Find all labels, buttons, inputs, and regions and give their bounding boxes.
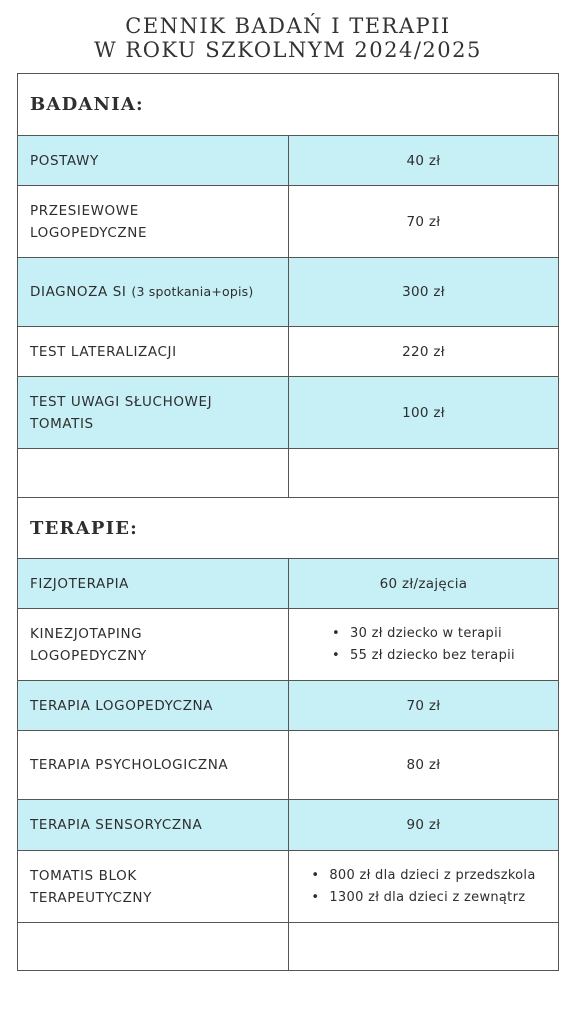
table-row (18, 186, 558, 258)
service-name: POSTAWY (18, 136, 289, 185)
service-name: PRZESIEWOWE LOGOPEDYCZNE (18, 186, 289, 257)
price-option: • 1300 zł dla dzieci z zewnątrz (311, 887, 535, 909)
price-option: • 800 zł dla dzieci z przedszkola (311, 865, 535, 887)
empty-cell (289, 923, 558, 970)
price-table (17, 73, 559, 971)
section-header-badania (18, 74, 558, 136)
service-name: FIZJOTERAPIA (18, 559, 289, 608)
empty-cell (18, 923, 289, 970)
service-price: 70 zł (406, 697, 441, 714)
service-name-note: (3 spotkania+opis) (131, 284, 254, 299)
service-price: 80 zł (406, 757, 441, 773)
service-name: TEST UWAGI SŁUCHOWEJ TOMATIS (18, 377, 289, 448)
table-row (18, 327, 558, 377)
table-row (18, 559, 558, 609)
service-name: TEST LATERALIZACJI (18, 327, 289, 376)
table-row (18, 258, 558, 327)
table-row (18, 800, 558, 851)
service-price: 220 zł (402, 343, 445, 360)
service-name: TERAPIA SENSORYCZNA (18, 800, 289, 850)
service-price: 90 zł (406, 817, 441, 833)
service-price: 60 zł/zajęcia (379, 575, 468, 592)
service-name: KINEZJOTAPING LOGOPEDYCZNY (18, 609, 289, 680)
service-price-list (289, 609, 558, 680)
empty-row (18, 923, 558, 970)
table-row (18, 136, 558, 186)
table-row (18, 377, 558, 449)
table-row (18, 731, 558, 800)
title-line-2: W ROKU SZKOLNYM 2024/2025 (94, 38, 482, 62)
page-title (0, 14, 576, 62)
service-price-list (289, 851, 558, 922)
service-name: DIAGNOZA SI (3 spotkania+opis) (18, 258, 289, 326)
section-title-badania: BADANIA: (30, 94, 144, 115)
empty-row (18, 449, 558, 498)
price-option: • 55 zł dziecko bez terapii (332, 645, 515, 667)
empty-cell (289, 449, 558, 497)
service-price: 100 zł (402, 404, 445, 421)
section-header-terapie (18, 498, 558, 559)
empty-cell (18, 449, 289, 497)
service-price: 40 zł (406, 152, 441, 169)
table-row (18, 609, 558, 681)
service-name: TERAPIA LOGOPEDYCZNA (18, 681, 289, 730)
price-option: • 30 zł dziecko w terapii (332, 623, 515, 645)
service-price: 70 zł (406, 213, 441, 230)
section-title-terapie: TERAPIE: (30, 517, 138, 539)
service-name: TOMATIS BLOK TERAPEUTYCZNY (18, 851, 289, 922)
table-row (18, 681, 558, 731)
table-row (18, 851, 558, 923)
title-line-1: CENNIK BADAŃ I TERAPII (125, 14, 451, 38)
service-name: TERAPIA PSYCHOLOGICZNA (18, 731, 289, 799)
service-price: 300 zł (402, 284, 445, 300)
